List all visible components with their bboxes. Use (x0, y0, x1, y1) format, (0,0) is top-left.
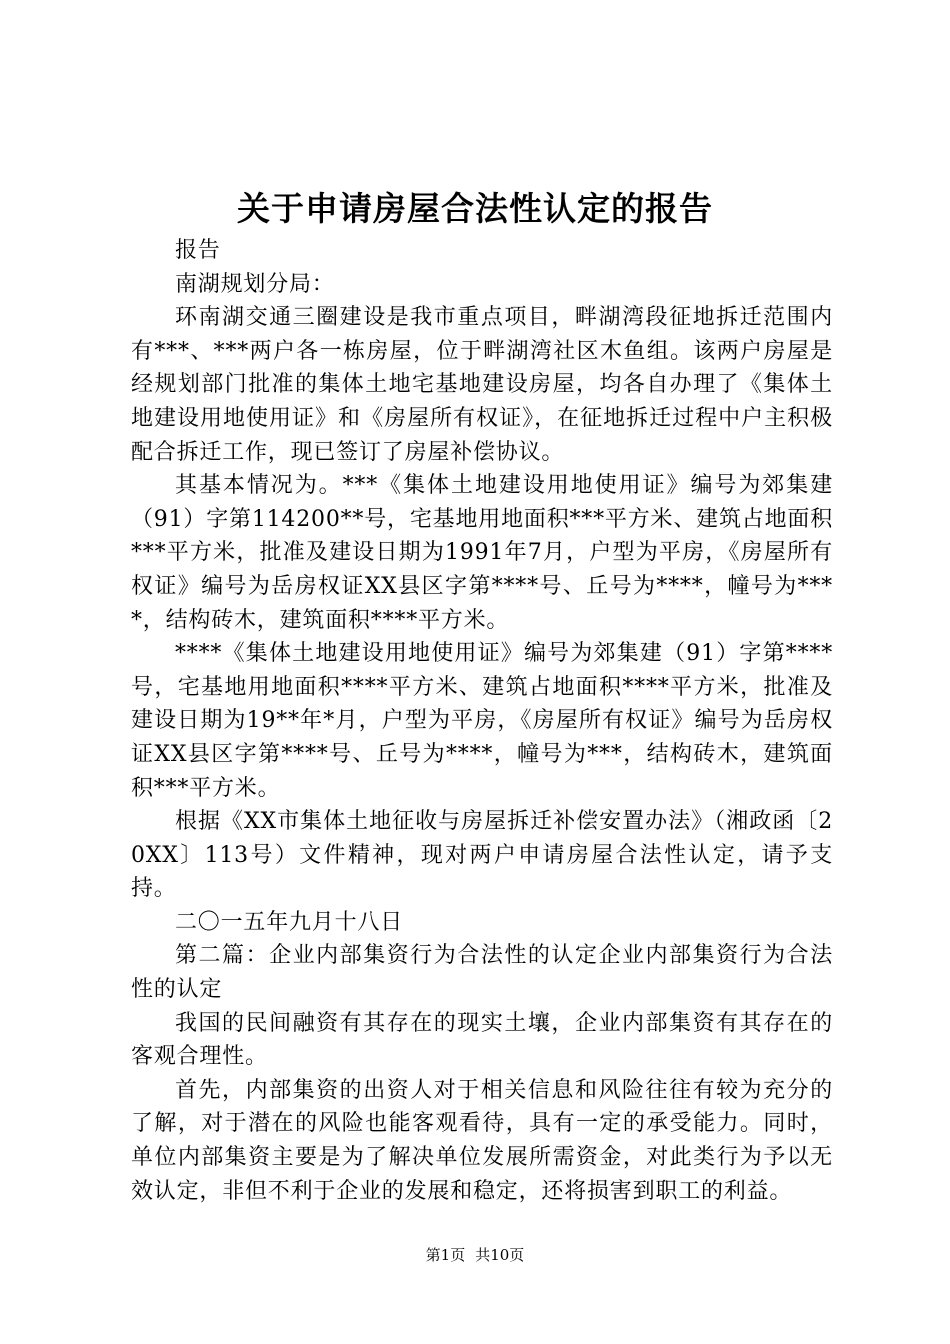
document-title: 关于申请房屋合法性认定的报告 (237, 189, 713, 228)
page-footer (0, 1243, 950, 1267)
paragraph-basic-info-first: 其基本情况为。***《集体土地建设用地使用证》编号为郊集建（91）字第114200**号，宅基地用地面积***平方米、建筑占地面积***平方米，批准及建设日期为1991年7月，户型为平房，《房屋所有权证》编号为岳房权证XX县区字第****号、丘号为****，幢号为****，结构砖木，建筑面积****平方米。 (131, 473, 833, 633)
paragraph-second-article-title: 第二篇：企业内部集资行为合法性的认定企业内部集资行为合法性的认定 (131, 943, 833, 1003)
paragraph-context: 我国的民间融资有其存在的现实土壤，企业内部集资有其存在的客观合理性。 (131, 1010, 833, 1070)
document-body (131, 234, 833, 1208)
paragraph-basic-info-second: ****《集体土地建设用地使用证》编号为郊集建（91）字第****号，宅基地用地面积****平方米、建筑占地面积****平方米，批准及建设日期为19**年*月，户型为平房，《房屋所有权证》编号为岳房权证XX县区字第****号、丘号为****，幢号为***，结构砖木，建筑面积***平方米。 (131, 641, 833, 801)
paragraph-background: 环南湖交通三圈建设是我市重点项目，畔湖湾段征地拆迁范围内有***、***两户各一栋房屋，位于畔湖湾社区木鱼组。该两户房屋是经规划部门批准的集体土地宅基地建设房屋，均各自办理了《集体土地建设用地使用证》和《房屋所有权证》，在征地拆迁过程中户主积极配合拆迁工作，现已签订了房屋补偿协议。 (131, 305, 833, 465)
page-number: 第1页 (425, 1246, 466, 1264)
paragraph-first-point: 首先，内部集资的出资人对于相关信息和风险往往有较为充分的了解，对于潜在的风险也能客观看待，具有一定的承受能力。同时，单位内部集资主要是为了解决单位发展所需资金，对此类行为予以无效认定，非但不利于企业的发展和稳定，还将损害到职工的利益。 (131, 1077, 833, 1204)
paragraph-heading: 报告 (175, 238, 221, 263)
page-total: 共10页 (475, 1246, 525, 1264)
paragraph-date: 二〇一五年九月十八日 (175, 909, 404, 935)
paragraph-request: 根据《XX市集体土地征收与房屋拆迁补偿安置办法》（湘政函〔20XX〕113号）文件精神，现对两户申请房屋合法性认定，请予支持。 (131, 809, 833, 902)
paragraph-addressee: 南湖规划分局： (175, 271, 335, 297)
